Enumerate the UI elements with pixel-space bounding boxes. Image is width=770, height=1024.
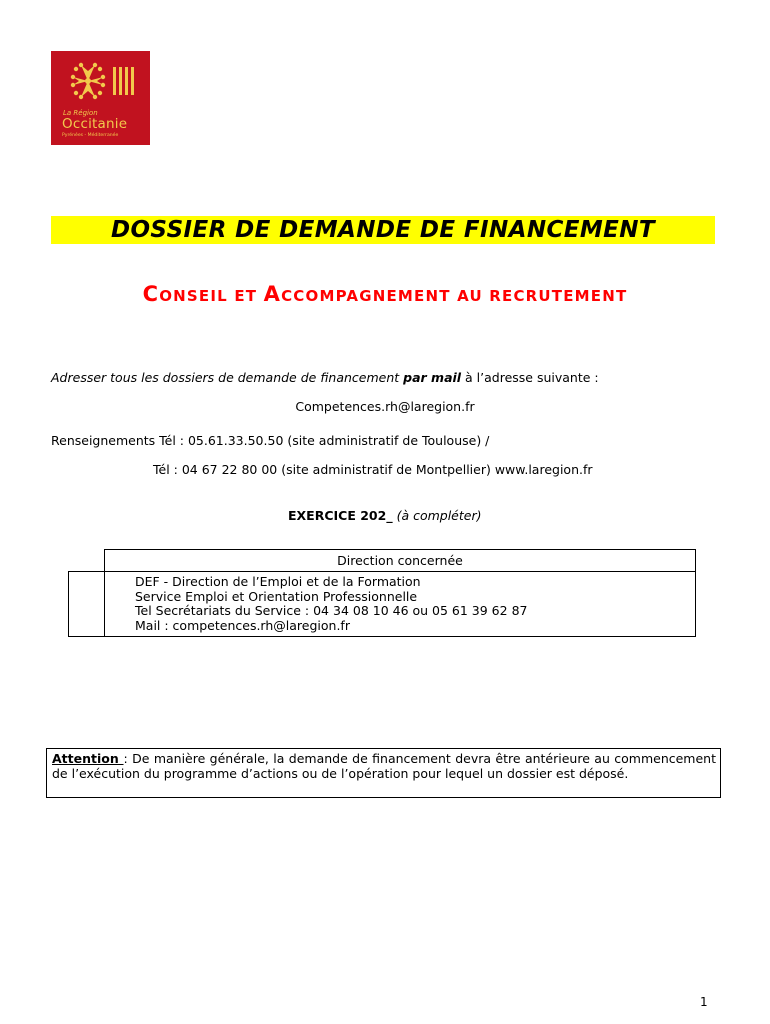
info-line-toulouse: Renseignements Tél : 05.61.33.50.50 (site administratif de Toulouse) /: [51, 433, 490, 448]
direction-table: [68, 549, 696, 637]
direction-table-body-row: [68, 571, 696, 637]
logo-text-region: La Région: [63, 109, 98, 117]
direction-line: DEF - Direction de l’Emploi et de la Formation: [135, 574, 421, 589]
direction-line: Service Emploi et Orientation Professionnelle: [135, 588, 418, 604]
direction-table-header: Direction concernée: [337, 553, 463, 568]
attention-text: : De manière générale, la demande de financement devra être antérieure au commencement de l’exécution du programme d’actions ou de l’opération pour lequel un dossier est déposé.: [52, 751, 716, 781]
direction-line: Tel Secrétariats du Service : 04 34 08 10 46 ou 05 61 39 62 87: [135, 603, 528, 618]
attention-box: [46, 748, 721, 798]
exercice-note: (à compléter): [396, 508, 482, 523]
subtitle-cap-c: C: [142, 282, 160, 306]
logo-text-subtitle: Pyrénées - Méditerranée: [62, 133, 119, 138]
address-instruction: [51, 370, 599, 386]
page-subtitle: [0, 282, 770, 306]
address-email: Competences.rh@laregion.fr: [295, 399, 475, 414]
address-intro-bold: par mail: [403, 370, 462, 385]
logo-text-occitanie: Occitanie: [62, 116, 128, 132]
subtitle-word-2: CCOMPAGNEMENT AU RECRUTEMENT: [281, 287, 628, 305]
checkbox-cell-divider: [104, 572, 105, 636]
direction-line: Mail : competences.rh@laregion.fr: [135, 617, 350, 633]
attention-label: Attention: [52, 751, 124, 766]
address-intro: Adresser tous les dossiers de demande de financement: [51, 370, 404, 385]
direction-table-header-row: [104, 549, 696, 572]
info-line-montpellier: Tél : 04 67 22 80 00 (site administratif de Montpellier) www.laregion.fr: [153, 462, 593, 477]
direction-table-cell: [135, 575, 527, 633]
subtitle-word-1: ONSEIL ET: [159, 287, 264, 305]
occitanie-cross-icon: [51, 51, 150, 111]
subtitle-cap-a: A: [263, 282, 282, 306]
attention-paragraph: [52, 752, 716, 781]
address-intro-end: à l’adresse suivante :: [461, 370, 599, 385]
page-title: DOSSIER DE DEMANDE DE FINANCEMENT: [110, 217, 655, 243]
region-logo: [51, 51, 150, 145]
page-number: 1: [700, 995, 708, 1009]
exercice-line: [288, 508, 481, 524]
exercice-label: EXERCICE 202_: [288, 508, 393, 523]
